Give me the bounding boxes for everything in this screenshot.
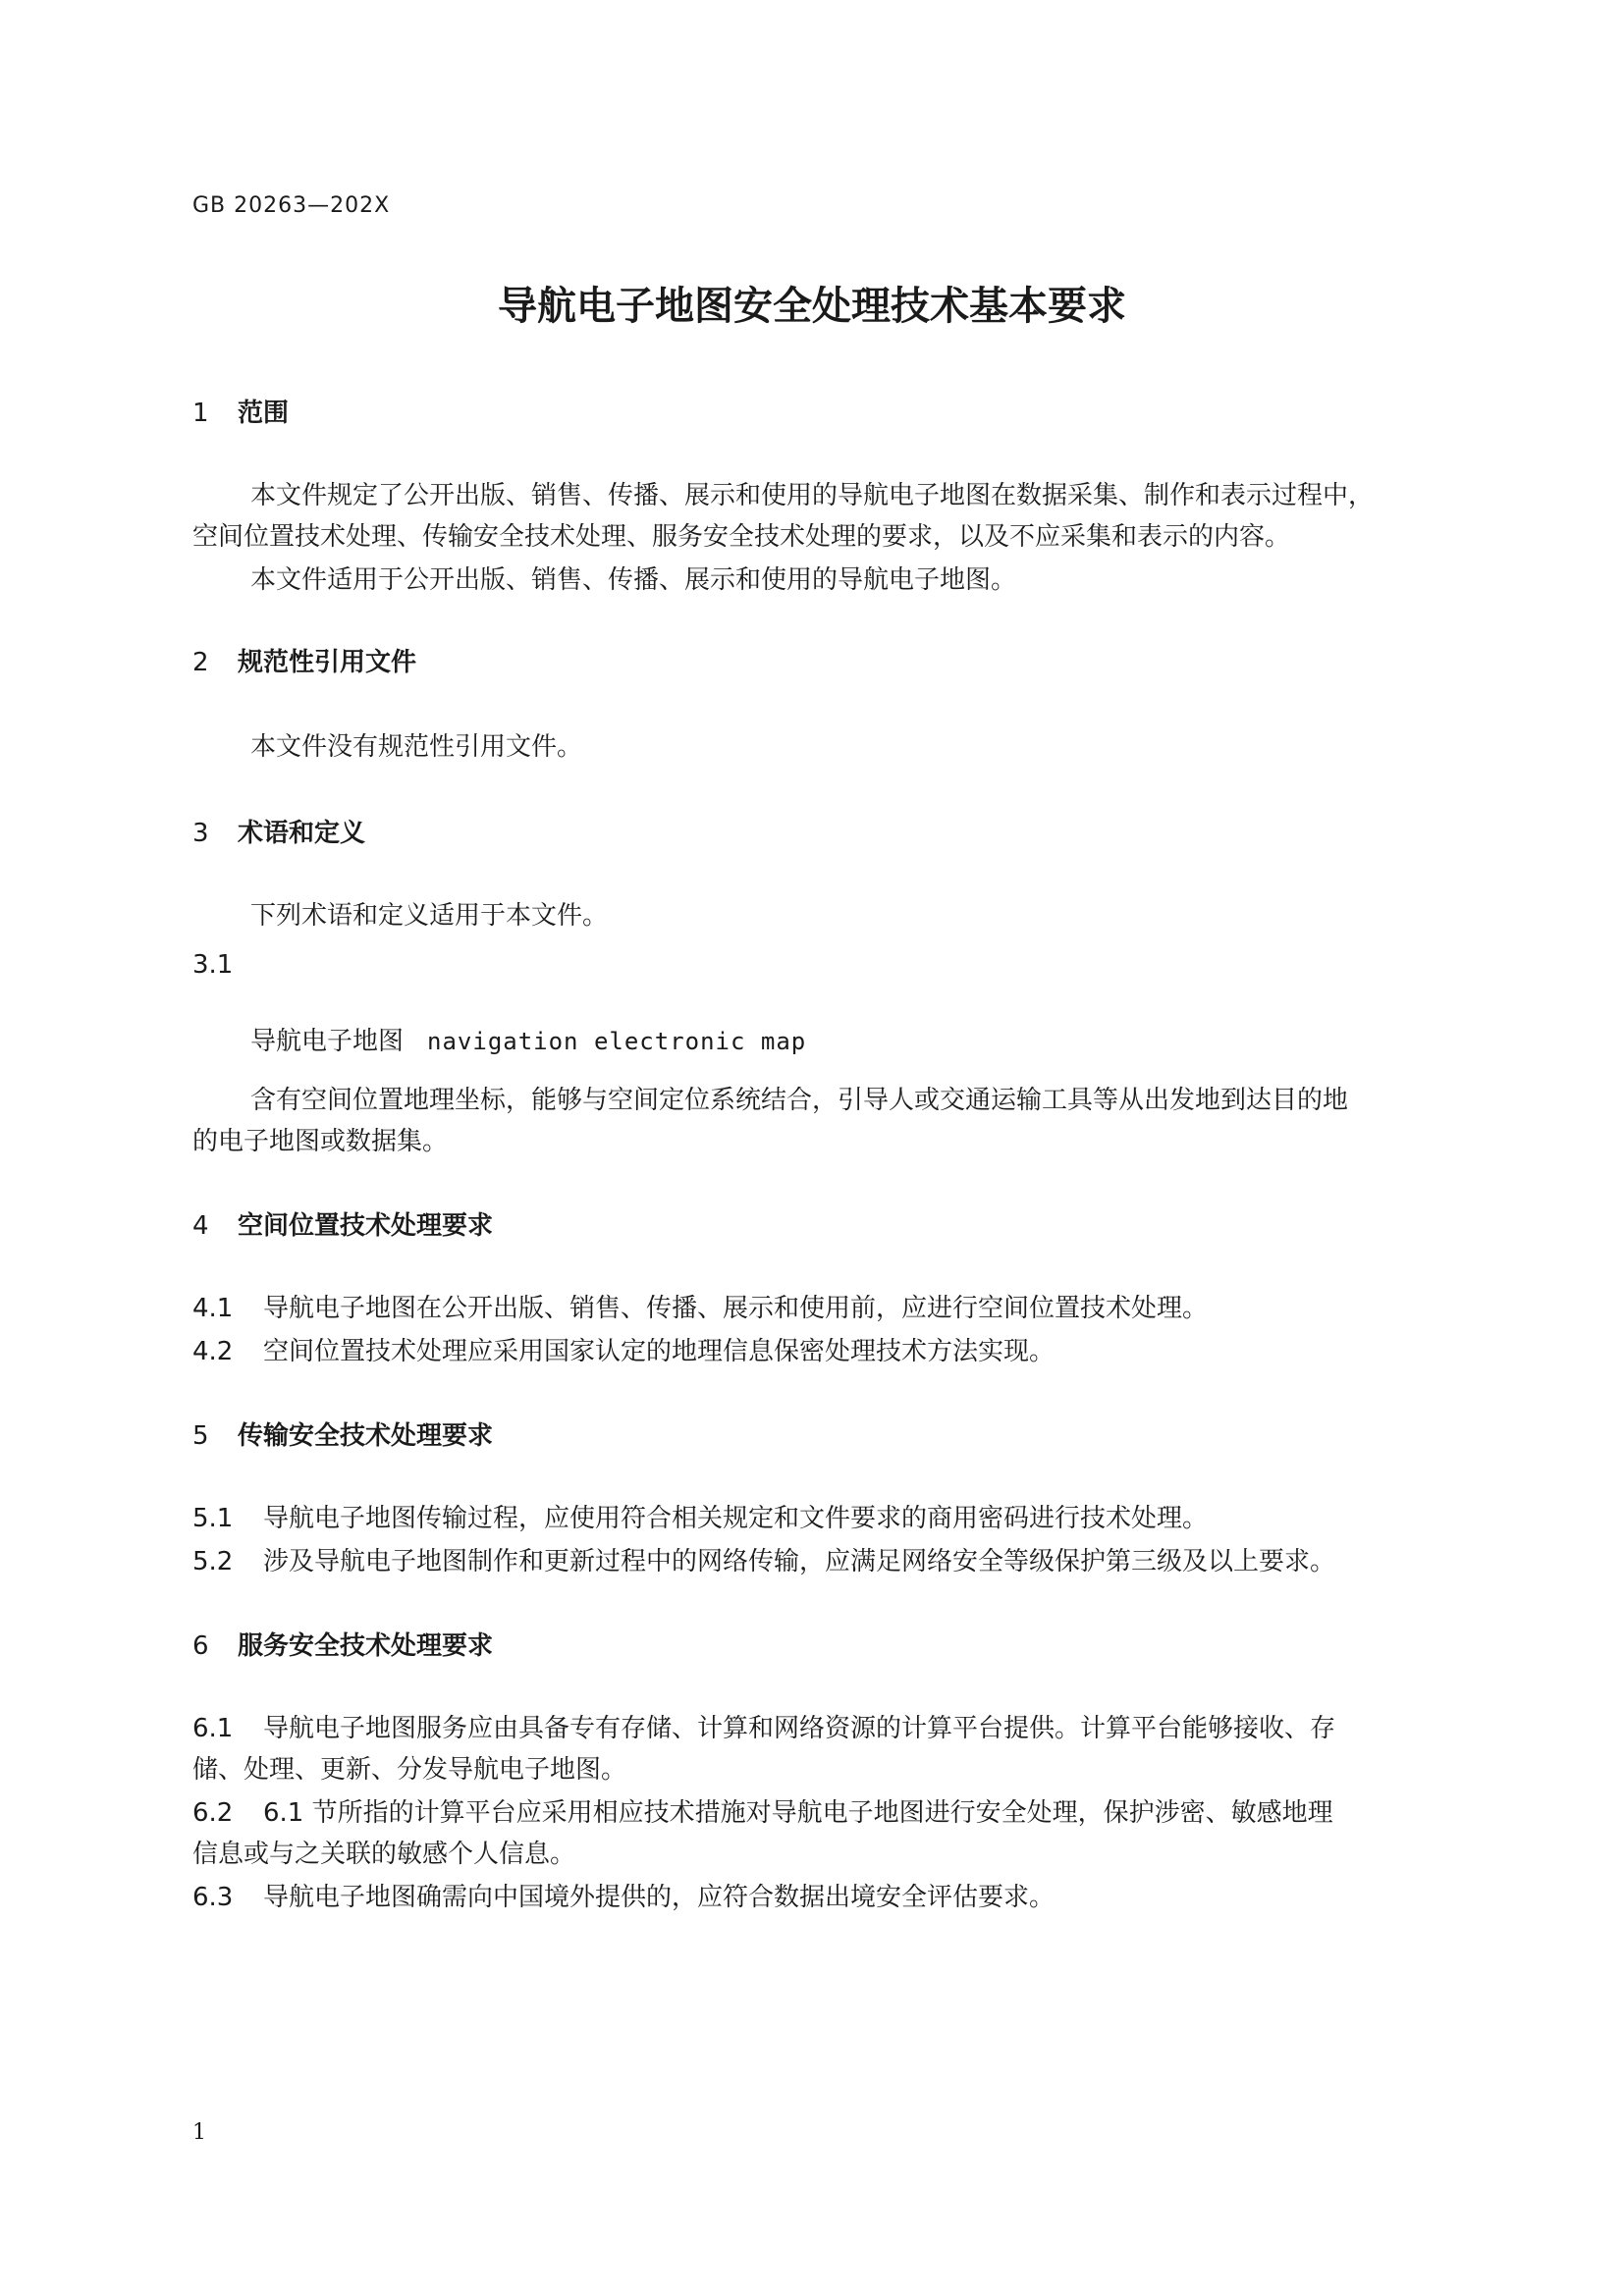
section-title: 空间位置技术处理要求 [238, 1211, 494, 1241]
clause-text: 导航电子地图在公开出版、销售、传播、展示和使用前，应进行空间位置技术处理。 [263, 1294, 1209, 1323]
clause-number: 6.1 [192, 1714, 234, 1743]
clause-number: 4.1 [192, 1294, 234, 1323]
section-6-heading [192, 1626, 493, 1662]
section-number: 3 [192, 819, 209, 848]
term-english: navigation electronic map [427, 1028, 807, 1055]
clause-text: 涉及导航电子地图制作和更新过程中的网络传输，应满足网络安全等级保护第三级及以上要求。 [263, 1547, 1336, 1576]
subsection-number: 3.1 [192, 950, 234, 980]
clause-number: 6.3 [192, 1883, 234, 1912]
document-code: GB 20263—202X [192, 193, 391, 218]
definition: 含有空间位置地理坐标，能够与空间定位系统结合，引导人或交通运输工具等从出发地到达目的地 [250, 1086, 1349, 1115]
clause-number: 6.2 [192, 1798, 234, 1828]
section-number: 2 [192, 648, 209, 677]
section-number: 1 [192, 399, 209, 428]
section-3-heading [192, 813, 365, 849]
clause-6-1-continued: 储、处理、更新、分发导航电子地图。 [192, 1755, 627, 1785]
section-title: 术语和定义 [238, 819, 366, 848]
clause-6-2-continued: 信息或与之关联的敏感个人信息。 [192, 1840, 576, 1869]
paragraph: 本文件规定了公开出版、销售、传播、展示和使用的导航电子地图在数据采集、制作和表示过程中， [250, 481, 1375, 510]
document-title: 导航电子地图安全处理技术基本要求 [498, 284, 1126, 329]
clause-number: 4.2 [192, 1337, 234, 1366]
section-number: 6 [192, 1631, 209, 1661]
clause-4-2 [192, 1331, 1055, 1367]
clause-text: 导航电子地图服务应由具备专有存储、计算和网络资源的计算平台提供。计算平台能够接收、存 [263, 1714, 1336, 1743]
section-title: 规范性引用文件 [238, 648, 417, 677]
section-5-heading [192, 1415, 493, 1452]
clause-text: 空间位置技术处理应采用国家认定的地理信息保密处理技术方法实现。 [263, 1337, 1056, 1366]
clause-4-1 [192, 1288, 1208, 1324]
clause-6-1 [192, 1708, 1335, 1744]
section-title: 范围 [238, 399, 290, 428]
section-2-heading [192, 642, 416, 678]
section-1-heading [192, 393, 289, 429]
paragraph: 本文件没有规范性引用文件。 [250, 732, 583, 762]
page-number: 1 [192, 2120, 206, 2145]
term-chinese: 导航电子地图 [250, 1027, 405, 1056]
clause-text: 6.1 节所指的计算平台应采用相应技术措施对导航电子地图进行安全处理，保护涉密、敏感地理 [263, 1798, 1333, 1828]
section-title: 服务安全技术处理要求 [238, 1631, 494, 1661]
clause-5-2 [192, 1541, 1335, 1577]
section-number: 4 [192, 1211, 209, 1241]
clause-text: 导航电子地图确需向中国境外提供的，应符合数据出境安全评估要求。 [263, 1883, 1056, 1912]
paragraph: 下列术语和定义适用于本文件。 [250, 901, 609, 931]
clause-6-2 [192, 1792, 1333, 1829]
section-4-heading [192, 1205, 493, 1242]
term-entry [250, 1021, 806, 1057]
section-title: 传输安全技术处理要求 [238, 1421, 494, 1451]
paragraph-continued: 空间位置技术处理、传输安全技术处理、服务安全技术处理的要求，以及不应采集和表示的内容。 [192, 522, 1291, 552]
clause-5-1 [192, 1498, 1208, 1534]
clause-text: 导航电子地图传输过程，应使用符合相关规定和文件要求的商用密码进行技术处理。 [263, 1504, 1209, 1533]
clause-6-3 [192, 1877, 1055, 1913]
definition-continued: 的电子地图或数据集。 [192, 1127, 449, 1156]
clause-number: 5.1 [192, 1504, 234, 1533]
paragraph: 本文件适用于公开出版、销售、传播、展示和使用的导航电子地图。 [250, 565, 1017, 595]
clause-number: 5.2 [192, 1547, 234, 1576]
section-number: 5 [192, 1421, 209, 1451]
